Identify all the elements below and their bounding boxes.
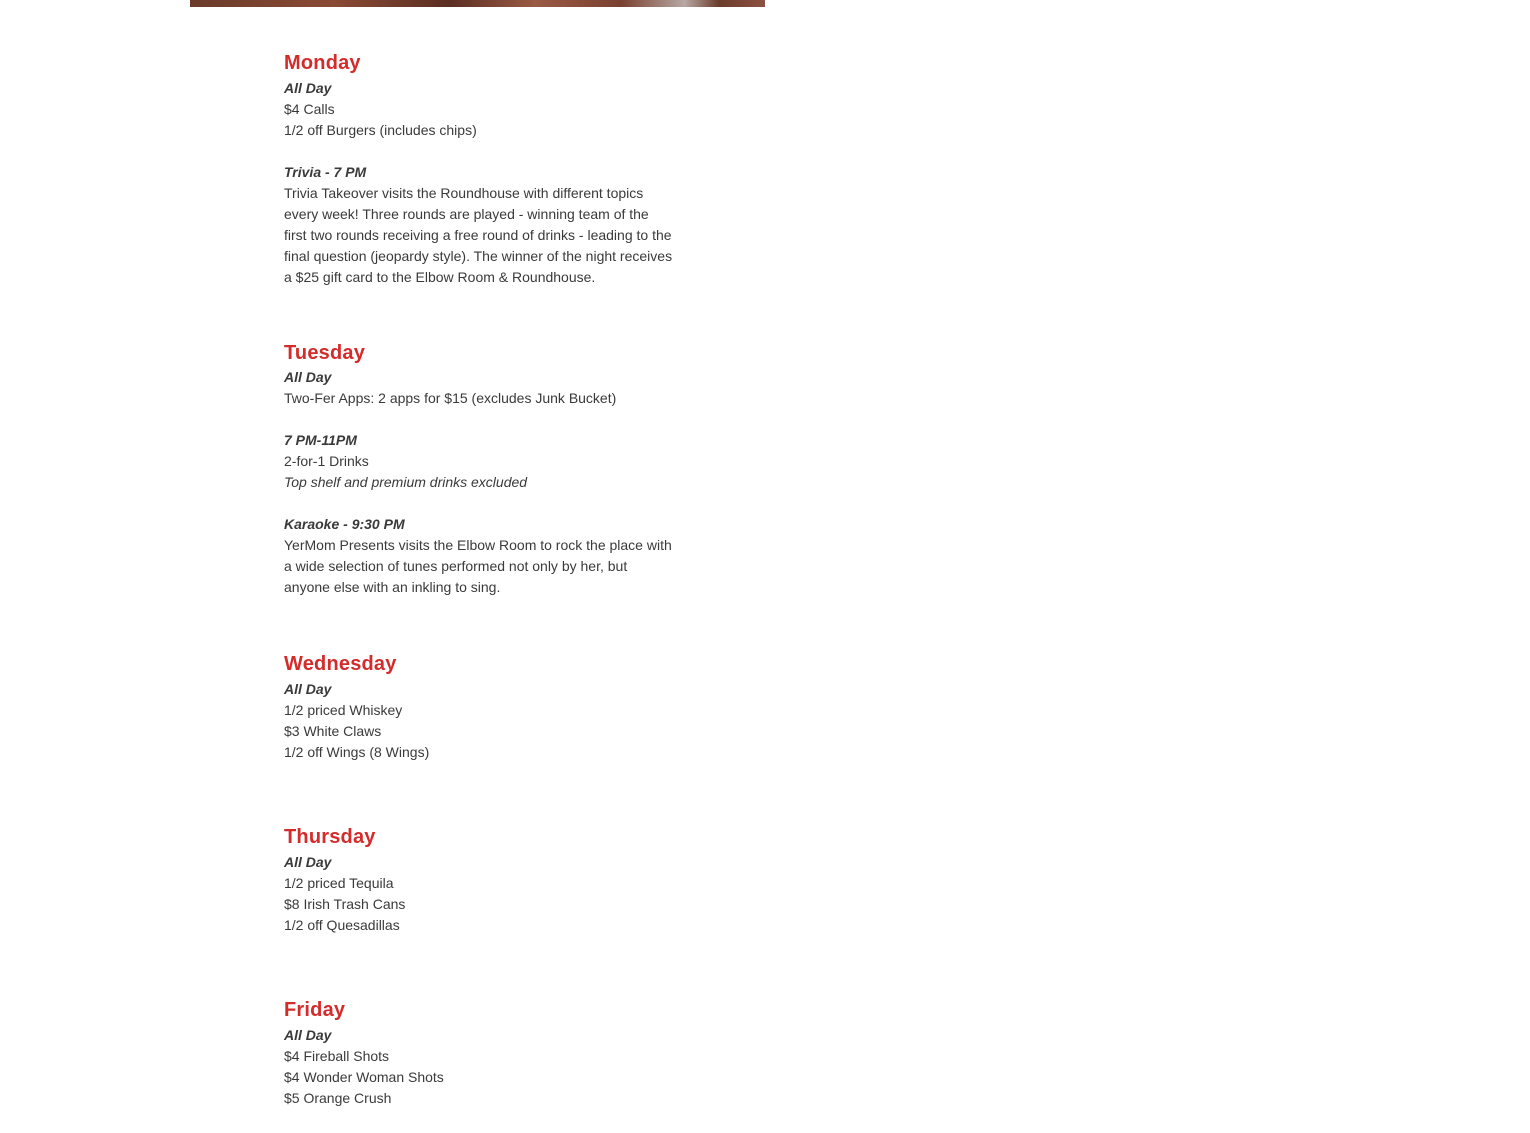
day-friday xyxy=(284,995,674,1109)
header-image xyxy=(190,0,765,7)
special-item: $3 White Claws xyxy=(284,723,382,739)
day-monday xyxy=(284,48,674,288)
event-description: YerMom Presents visits the Elbow Room to rock the place with a wide selection of tunes performed not only by her, but anyone else with an inkling to sing. xyxy=(284,537,672,595)
special-item: 1/2 off Wings (8 Wings) xyxy=(284,744,430,760)
day-title: Wednesday xyxy=(284,653,397,675)
section-heading: 7 PM-11PM xyxy=(284,432,357,448)
section-heading: All Day xyxy=(284,681,332,697)
section-heading: Trivia - 7 PM xyxy=(284,164,367,180)
special-item: $8 Irish Trash Cans xyxy=(284,896,406,912)
section-heading: All Day xyxy=(284,854,332,870)
special-item: 1/2 priced Whiskey xyxy=(284,702,403,718)
special-item: 1/2 off Burgers (includes chips) xyxy=(284,122,477,138)
special-item: 1/2 off Quesadillas xyxy=(284,917,400,933)
specials-list xyxy=(284,48,674,1109)
special-item: 1/2 priced Tequila xyxy=(284,875,394,891)
day-title: Friday xyxy=(284,999,346,1021)
special-item: $4 Calls xyxy=(284,101,335,117)
special-item: $5 Orange Crush xyxy=(284,1090,392,1106)
special-note: Top shelf and premium drinks excluded xyxy=(284,474,528,490)
section-heading: All Day xyxy=(284,369,332,385)
section-heading: Karaoke - 9:30 PM xyxy=(284,516,405,532)
special-item: 2-for-1 Drinks xyxy=(284,453,369,469)
day-wednesday xyxy=(284,649,674,763)
day-title: Tuesday xyxy=(284,342,366,364)
special-item: $4 Wonder Woman Shots xyxy=(284,1069,444,1085)
section-heading: All Day xyxy=(284,1027,332,1043)
special-item: Two-Fer Apps: 2 apps for $15 (excludes Junk Bucket) xyxy=(284,390,617,406)
special-item: $4 Fireball Shots xyxy=(284,1048,390,1064)
day-thursday xyxy=(284,822,674,936)
day-tuesday xyxy=(284,339,674,598)
section-heading: All Day xyxy=(284,80,332,96)
day-title: Monday xyxy=(284,52,361,74)
event-description: Trivia Takeover visits the Roundhouse with different topics every week! Three rounds are played - winning team of the first two rounds receiving a free round of drinks - leading to the final question (jeopardy style). The winner of the night receives a $25 gift card to the Elbow Room & Roundhouse. xyxy=(284,185,673,285)
day-title: Thursday xyxy=(284,826,376,848)
